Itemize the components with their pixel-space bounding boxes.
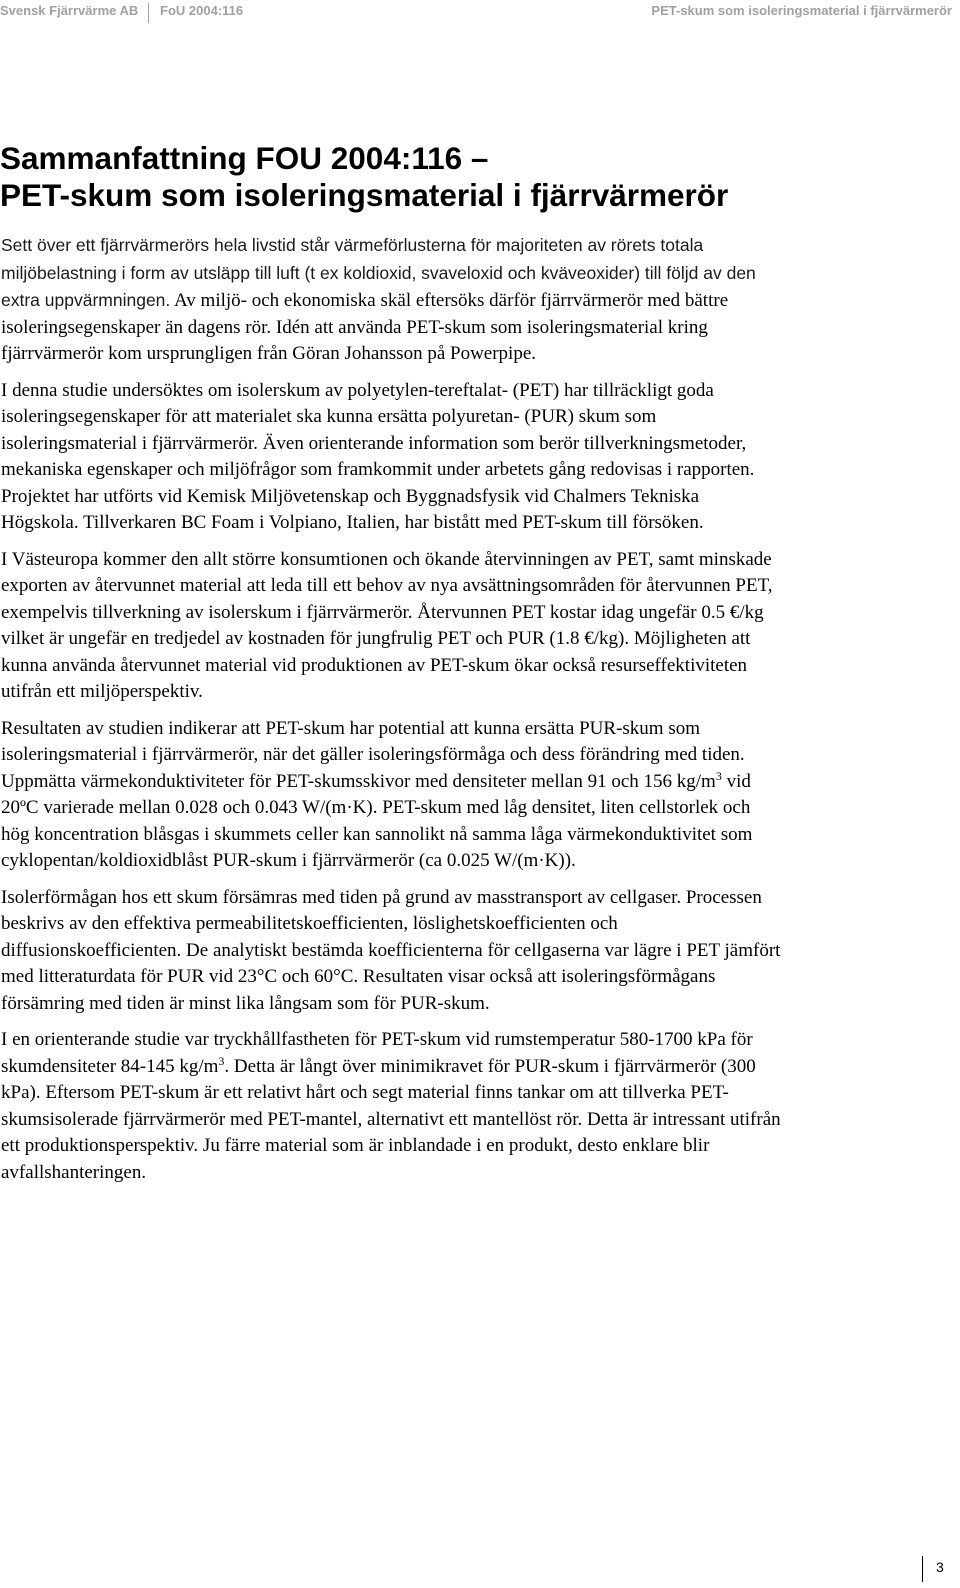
paragraph-intro [1, 232, 781, 368]
paragraph-recycling: I Västeuropa kommer den allt större konsumtionen och ökande återvinningen av PET, samt minskade exporten av återvunnet material att leda till ett behov av nya avsättningsområden för återvunnen PET, exempelvis tillverkning av isolerskum i fjärrvärmerör. Återvunnen PET kostar idag ungefär 0.5 €/kg vilket är ungefär en tredjedel av kostnaden för jungfrulig PET och PUR (1.8 €/kg). Möjligheten att kunna använda återvunnet material vid produktionen av PET-skum ökar också resurseffektiviteten utifrån ett miljöperspektiv. [1, 548, 773, 702]
paragraph-results [1, 716, 781, 875]
strength-superscript: 3 [218, 1053, 225, 1068]
page-number-bar [922, 1556, 923, 1582]
header-report-id: FoU 2004:116 [160, 3, 244, 18]
intro-sentence: Sett över ett fjärrvärmerörs hela livstid står värmeförlusterna för majoriteten av rörets totala miljöbelastning i form av utsläpp till luft (t ex koldioxid, svaveloxid och kväveoxider) till följd av den extra uppvärmningen. [1, 235, 756, 310]
strength-text-a: I en orienterande studie var tryckhållfastheten för PET-skum vid rumstemperatur 580-1700 kPa för skumdensiteter 84-145 kg/m [1, 1029, 753, 1077]
strength-text-b: . Detta är långt över minimikravet för PUR-skum i fjärrvärmerör (300 kPa). Eftersom PET-skum är ett relativt hårt och segt material finns tankar om att tillverka PET-skumsisolerade fjärrvärmerör med PET-mantel, alternativt ett mantellöst rör. Detta är intressant utifrån ett produktionsperspektiv. Ju färre material som är inblandade i en produkt, desto enklare blir avfallshanteringen. [1, 1055, 781, 1183]
header-separator [148, 3, 149, 23]
document-body [1, 232, 781, 1196]
title-line-1: Sammanfattning FOU 2004:116 – [0, 140, 489, 176]
paragraph-aging: Isolerförmågan hos ett skum försämras med tiden på grund av masstransport av cellgaser. Processen beskrivs av den effektiva permeabilitetskoefficienten, löslighetskoefficienten och diffusionskoefficienten. De analytiskt bestämda koefficienterna för cellgaserna var lägre i PET jämfört med litteraturdata för PUR vid 23°C och 60°C. Resultaten visar också att isoleringsförmågans försämring med tiden är minst lika långsam som för PUR-skum. [1, 886, 781, 1014]
title-line-2: PET-skum som isoleringsmaterial i fjärrvärmerör [0, 177, 729, 213]
header-organization: Svensk Fjärrvärme AB [0, 3, 139, 18]
results-text-b: vid 20ºC varierade mellan 0.028 och 0.043 W/(m·K). PET-skum med låg densitet, liten cellstorlek och hög koncentration blåsgas i skummets celler kan sannolikt nå samma låga värmekonduktivitet som cyklopentan/koldioxidblåst PUR-skum i fjärrvärmerör (ca 0.025 W/(m·K)). [1, 770, 753, 871]
paragraph-strength [1, 1027, 781, 1186]
running-header [0, 3, 952, 21]
document-title [0, 140, 940, 214]
results-text-a: Resultaten av studien indikerar att PET-skum har potential att kunna ersätta PUR-skum som isoleringsmaterial i fjärrvärmerör, när det gäller isoleringsförmåga och dess förändring med tiden. Uppmätta värmekonduktiviteter för PET-skumsskivor med densiteter mellan 91 och 156 kg/m [1, 717, 745, 792]
results-superscript: 3 [715, 768, 722, 783]
intro-continuation: Av miljö- och ekonomiska skäl eftersöks därför fjärrvärmerör med bättre isoleringsegenskaper än dagens rör. Idén att använda PET-skum som isoleringsmaterial kring fjärrvärmerör kom ursprungligen från Göran Johansson på Powerpipe. [1, 290, 729, 364]
paragraph-study: I denna studie undersöktes om isolerskum av polyetylen-tereftalat- (PET) har tillräckligt goda isoleringsegenskaper för att materialet ska kunna ersätta polyuretan- (PUR) skum som isoleringsmaterial i fjärrvärmerör. Även orienterande information som berör tillverkningsmetoder, mekaniska egenskaper och miljöfrågor som framkommit under arbetets gång redovisas i rapporten. Projektet har utförts vid Kemisk Miljövetenskap och Byggnadsfysik vid Chalmers Tekniska Högskola. Tillverkaren BC Foam i Volpiano, Italien, har bistått med PET-skum till försöken. [1, 379, 755, 533]
page-number: 3 [936, 1559, 944, 1575]
header-topic: PET-skum som isoleringsmaterial i fjärrvärmerör [651, 3, 952, 18]
